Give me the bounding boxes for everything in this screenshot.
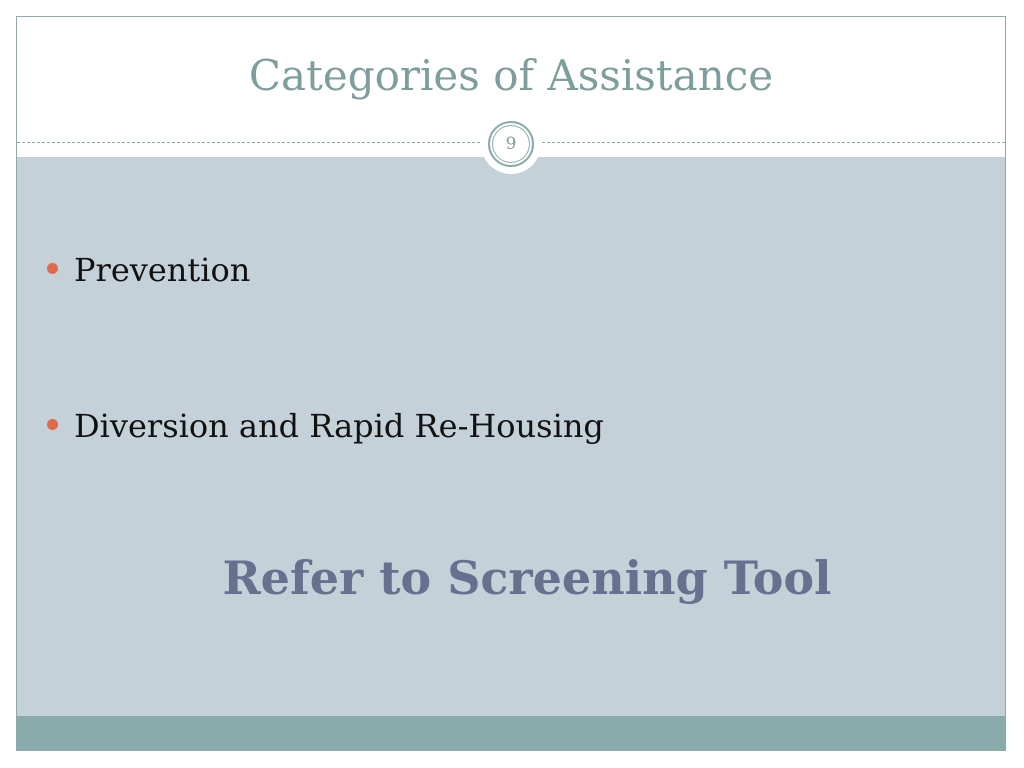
bullet-dot-icon	[47, 263, 58, 274]
page-number-badge	[481, 114, 541, 174]
callout-text: Refer to Screening Tool	[222, 551, 832, 605]
slide-title: Categories of Assistance	[248, 51, 774, 100]
bullet-dot-icon	[47, 419, 58, 430]
page-number: 9	[488, 121, 534, 167]
content-area	[17, 157, 1005, 716]
bullet-label: Diversion and Rapid Re-Housing	[74, 407, 604, 445]
bullet-item-diversion	[47, 407, 604, 445]
slide	[16, 16, 1006, 751]
footer-band	[17, 716, 1005, 751]
bullet-label: Prevention	[74, 251, 251, 289]
bullet-item-prevention	[47, 251, 250, 289]
